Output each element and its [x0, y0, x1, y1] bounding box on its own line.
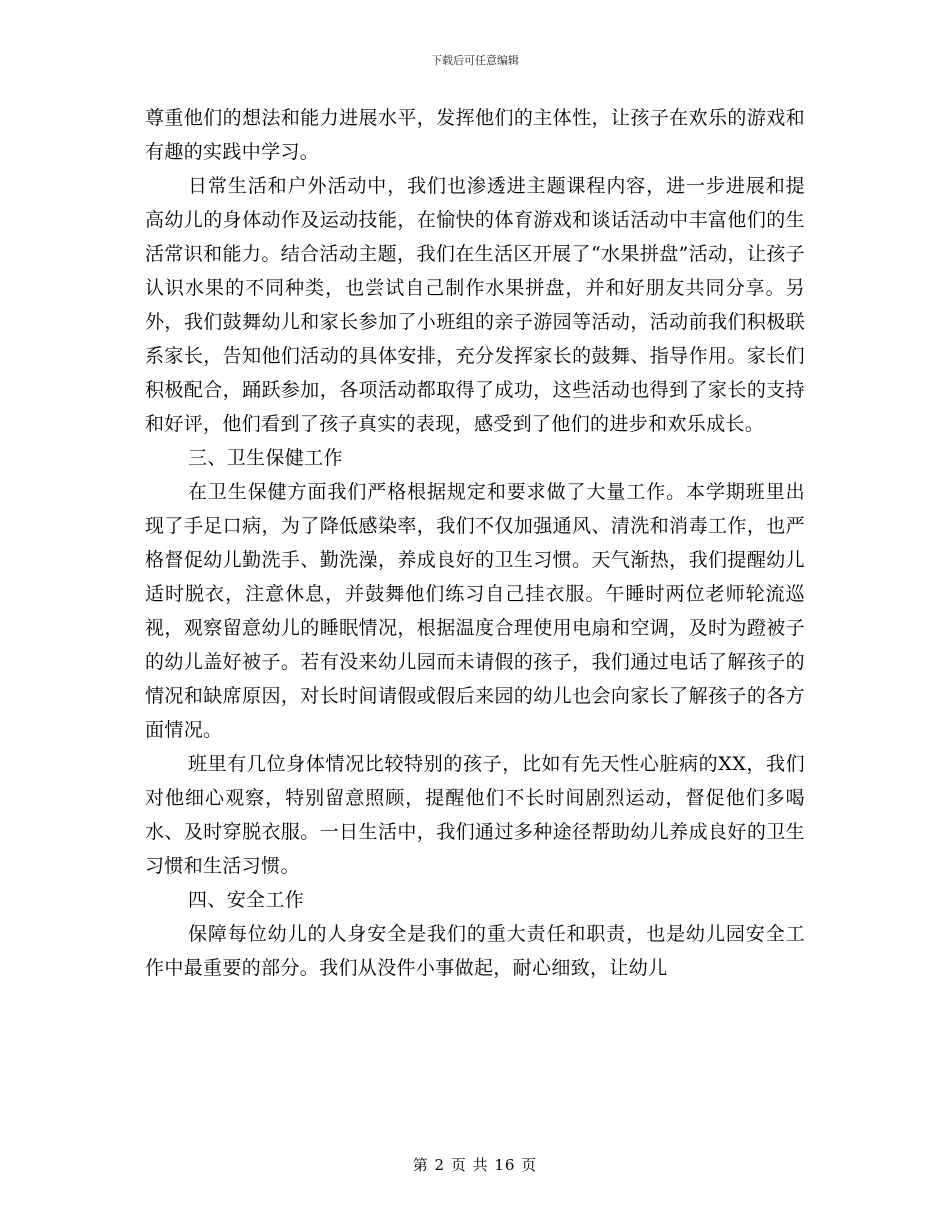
paragraph-safety: 保障每位幼儿的人身安全是我们的重大责任和职责，也是幼儿园安全工作中最重要的部分。我们从没件小事做起，耐心细致，让幼儿 — [145, 923, 805, 979]
page-header: 下载后可任意编辑 — [431, 54, 519, 67]
section-heading-safety: 四、安全工作 — [188, 889, 305, 911]
page-number-footer: 第 2 页 共 16 页 — [412, 1156, 538, 1174]
document-body — [145, 101, 805, 985]
paragraph-daily-activities: 日常生活和户外活动中，我们也渗透进主题课程内容，进一步进展和提高幼儿的身体动作及运动技能，在愉快的体育游戏和谈话活动中丰富他们的生活常识和能力。结合活动主题，我们在生活区开展了“水果拼盘”活动，让孩子认识水果的不同种类，也尝试自己制作水果拼盘，并和好朋友共同分享。另外，我们鼓舞幼儿和家长参加了小班组的亲子游园等活动，活动前我们积极联系家长，告知他们活动的具体安排，充分发挥家长的鼓舞、指导作用。家长们积极配合，踊跃参加，各项活动都取得了成功，这些活动也得到了家长的支持和好评，他们看到了孩子真实的表现，感受到了他们的进步和欢乐成长。 — [145, 175, 805, 435]
paragraph-special-children: 班里有几位身体情况比较特别的孩子，比如有先天性心脏病的XX，我们对他细心观察，特别留意照顾，提醒他们不长时间剧烈运动，督促他们多喝水、及时穿脱衣服。一日生活中，我们通过多种途径帮助幼儿养成良好的卫生习惯和生活习惯。 — [145, 753, 805, 877]
section-heading-health: 三、卫生保健工作 — [188, 447, 343, 469]
paragraph-health-care: 在卫生保健方面我们严格根据规定和要求做了大量工作。本学期班里出现了手足口病，为了降低感染率，我们不仅加强通风、清洗和消毒工作，也严格督促幼儿勤洗手、勤洗澡，养成良好的卫生习惯。天气渐热，我们提醒幼儿适时脱衣，注意休息，并鼓舞他们练习自己挂衣服。午睡时两位老师轮流巡视，观察留意幼儿的睡眠情况，根据温度合理使用电扇和空调，及时为蹬被子的幼儿盖好被子。若有没来幼儿园而未请假的孩子，我们通过电话了解孩子的情况和缺席原因，对长时间请假或假后来园的幼儿也会向家长了解孩子的各方面情况。 — [145, 481, 805, 741]
paragraph-continuation: 尊重他们的想法和能力进展水平，发挥他们的主体性，让孩子在欢乐的游戏和有趣的实践中学习。 — [145, 107, 805, 163]
